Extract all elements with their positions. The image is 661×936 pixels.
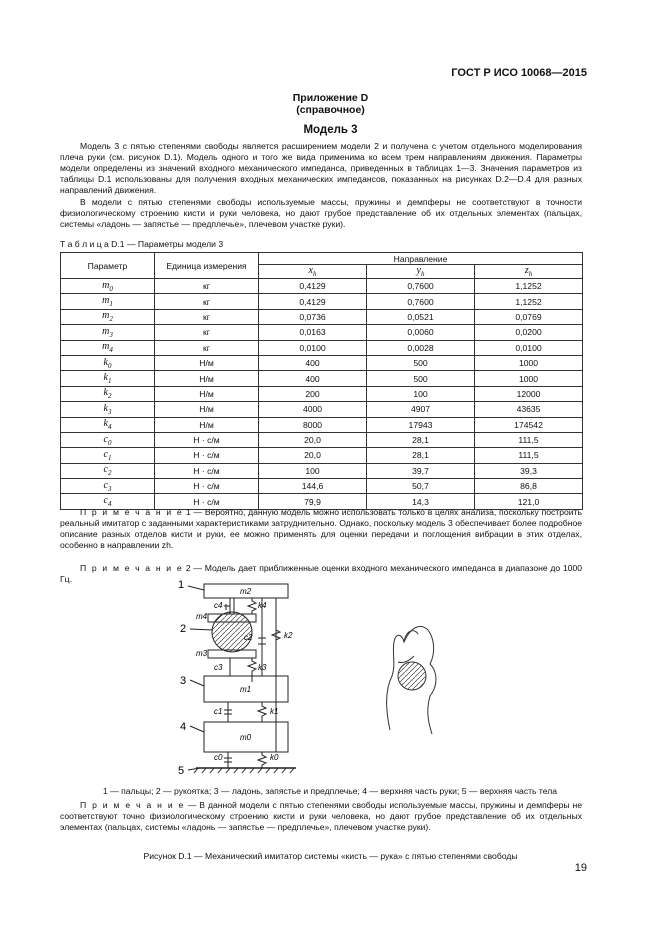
unit-cell: Н · с/м [155,432,259,447]
table-row [61,463,583,478]
table-row [61,325,583,340]
table-row [61,417,583,432]
label-m3: m3 [196,649,208,658]
value-zh: 1000 [475,355,583,370]
label-k4: k4 [258,601,267,610]
unit-cell: кг [155,279,259,294]
param-symbol: $c_1$ [61,448,155,463]
figure-caption: Рисунок D.1 — Механический имитатор системы «кисть — рука» с пятью степенями свободы [143,851,518,861]
paragraph-intro: Модель 3 с пятью степенями свободы является расширением модели 2 и получена с учетом отдельного моделирования плеча руки (см. рисунок D.1). Модель одного и того же вида применима ко всем трем направлениям движения. Параметры модели определены из значений входного механического импеданса, приведенных в таблицах 1—3. Значения параметров из таблицы D.1 использованы для получения входных механических импедансов, показанных на рисунках D.2—D.4 для разных направлений движения. [60,141,582,196]
value-xh: 400 [259,371,367,386]
annex-title: Приложение D [292,92,369,104]
table-row [61,355,583,370]
unit-cell: кг [155,325,259,340]
table-row [61,386,583,401]
label-2: 2 [180,623,187,635]
label-c4: c4 [214,601,223,610]
unit-cell: Н · с/м [155,479,259,494]
value-yh: 500 [367,355,475,370]
value-yh: 14,3 [367,494,475,509]
unit-cell: кг [155,294,259,309]
mechanical-model-figure [0,572,661,802]
value-yh: 28,1 [367,432,475,447]
value-zh: 121,0 [475,494,583,509]
unit-cell: Н · с/м [155,448,259,463]
table-row [61,294,583,309]
value-xh: 4000 [259,402,367,417]
unit-cell: Н/м [155,371,259,386]
value-zh: 111,5 [475,432,583,447]
paragraph-model-note: В модели с пятью степенями свободы используемые массы, пружины и демпферы не соответствуют в точности физиологическому строению кисти и руки человека, но дают грубое представление об их отдельных элементах (пальцах, системы «ладонь — запястье — предплечье», плечевом участке руки). [60,197,582,230]
label-4: 4 [180,721,187,733]
value-yh: 17943 [367,417,475,432]
value-yh: 0,7600 [367,294,475,309]
note-2: П р и м е ч а н и е 2 — Модель дает приближенные оценки входного механического импеданса в диапазоне до 1000 Гц. [60,563,582,585]
table-row [61,448,583,463]
param-symbol: $m_3$ [61,325,155,340]
value-xh: 0,0100 [259,340,367,355]
value-zh: 174542 [475,417,583,432]
table-row [61,432,583,447]
unit-cell: кг [155,309,259,324]
value-zh: 86,8 [475,479,583,494]
label-m4: m4 [196,612,208,621]
unit-cell: Н · с/м [155,494,259,509]
value-zh: 1,1252 [475,279,583,294]
value-xh: 200 [259,386,367,401]
table-body [61,279,583,510]
unit-cell: Н/м [155,386,259,401]
label-5: 5 [178,765,185,777]
unit-cell: кг [155,340,259,355]
table-row [61,479,583,494]
param-symbol: $c_0$ [61,432,155,447]
header-direction: Направление [259,253,583,265]
value-xh: 20,0 [259,448,367,463]
param-symbol: $m_1$ [61,294,155,309]
value-yh: 100 [367,386,475,401]
param-symbol: $m_0$ [61,279,155,294]
header-yh: $y_h$ [367,265,475,279]
value-yh: 0,0028 [367,340,475,355]
param-symbol: $k_2$ [61,386,155,401]
param-symbol: $k_1$ [61,371,155,386]
label-c2: c2 [244,633,253,642]
value-zh: 0,0100 [475,340,583,355]
label-m0: m0 [240,733,252,742]
value-yh: 0,0060 [367,325,475,340]
param-symbol: $m_2$ [61,309,155,324]
unit-cell: Н/м [155,402,259,417]
table-row [61,340,583,355]
annex-subtitle: (справочное) [296,104,365,116]
handle-circle [212,612,252,652]
label-3: 3 [180,675,187,687]
label-m2: m2 [240,587,252,596]
value-xh: 0,0736 [259,309,367,324]
label-c3: c3 [214,663,223,672]
label-c1: c1 [214,707,223,716]
value-xh: 0,0163 [259,325,367,340]
header-xh: $x_h$ [259,265,367,279]
value-yh: 0,7600 [367,279,475,294]
value-xh: 0,4129 [259,294,367,309]
value-yh: 500 [367,371,475,386]
value-zh: 12000 [475,386,583,401]
label-k1: k1 [270,707,279,716]
value-xh: 400 [259,355,367,370]
page-number: 19 [574,862,587,874]
label-k2: k2 [284,631,293,640]
header-zh: $z_h$ [475,265,583,279]
value-xh: 100 [259,463,367,478]
unit-cell: Н · с/м [155,463,259,478]
note-1: П р и м е ч а н и е 1 — Вероятно, данную модель можно использовать только в целях анализа, поскольку построить реальный имитатор с заданными характеристиками затруднительно. Однако, поскольку модель 3 обеспечивает более подробное описание разных отделов кисти и руки, ее можно применять для оценки передачи и поглощения вибрации в этих отделах, особенно в направлении zh. [60,507,583,551]
value-xh: 8000 [259,417,367,432]
value-zh: 1000 [475,371,583,386]
param-symbol: $k_4$ [61,417,155,432]
value-xh: 79,9 [259,494,367,509]
header-unit: Единица измерения [155,253,259,279]
model-title: Модель 3 [303,124,358,136]
table-row [61,402,583,417]
value-zh: 39,3 [475,463,583,478]
value-xh: 0,4129 [259,279,367,294]
value-yh: 50,7 [367,479,475,494]
param-symbol: $k_3$ [61,402,155,417]
value-yh: 0,0521 [367,309,475,324]
label-1: 1 [178,579,185,591]
label-k3: k3 [258,663,267,672]
value-zh: 0,0769 [475,309,583,324]
table-caption: Т а б л и ц а D.1 — Параметры модели 3 [60,239,224,249]
hand-sketch [387,626,437,734]
value-zh: 43635 [475,402,583,417]
value-zh: 1,1252 [475,294,583,309]
label-m1: m1 [240,685,252,694]
value-yh: 4907 [367,402,475,417]
param-symbol: $c_3$ [61,479,155,494]
label-c0: c0 [214,753,223,762]
parameters-table [60,252,583,510]
param-symbol: $c_2$ [61,463,155,478]
value-yh: 28,1 [367,448,475,463]
label-k0: k0 [270,753,279,762]
table-row [61,371,583,386]
table-row [61,309,583,324]
value-xh: 144,6 [259,479,367,494]
unit-cell: Н/м [155,417,259,432]
unit-cell: Н/м [155,355,259,370]
value-zh: 111,5 [475,448,583,463]
param-symbol: $m_4$ [61,340,155,355]
table-row [61,279,583,294]
standard-header: ГОСТ Р ИСО 10068—2015 [451,67,587,79]
value-xh: 20,0 [259,432,367,447]
value-zh: 0,0200 [475,325,583,340]
value-yh: 39,7 [367,463,475,478]
param-symbol: $c_4$ [61,494,155,509]
figure-legend: 1 — пальцы; 2 — рукоятка; 3 — ладонь, запястье и предплечье; 4 — верхняя часть руки; 5 — верхняя часть тела [102,786,558,796]
figure-note: П р и м е ч а н и е — В данной модели с пятью степенями свободы используемые массы, пружины и демпферы не соответствуют точно физиологическому строению кисти и руки человека, но дают грубое представление об их отдельных элементах (пальцах, системы «ладонь — запястье — предплечье», плечевом участке руки). [60,800,583,833]
param-symbol: $k_0$ [61,355,155,370]
header-parameter: Параметр [61,253,155,279]
